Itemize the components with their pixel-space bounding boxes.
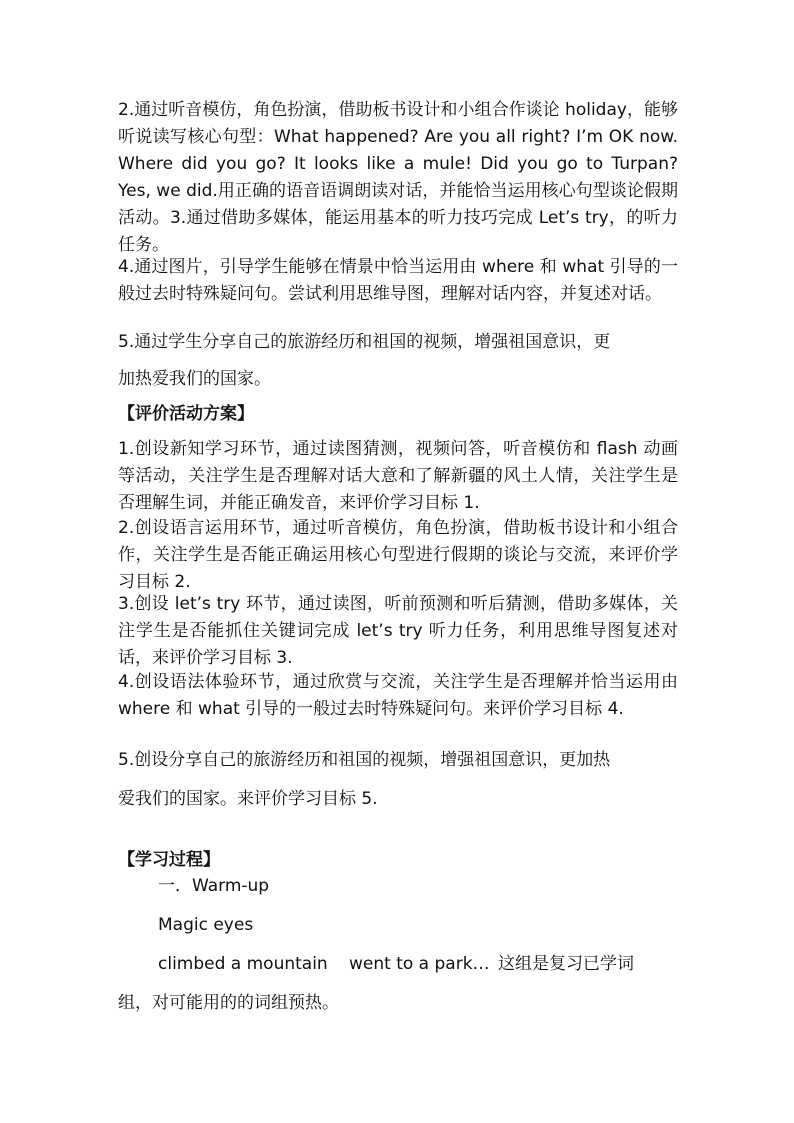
phrase-note-part1: 这组是复习已学词 [498, 954, 634, 974]
process-step-warm-up: 一．Warm-up [158, 876, 270, 896]
evaluation-item-4: 4.创设语法体验环节，通过欣赏与交流，关注学生是否理解并恰当运用由 where 和 what 引导的一般过去时特殊疑问句。来评价学习目标 4. [118, 672, 678, 719]
objective-5-line1: 5.通过学生分享自己的旅游经历和祖国的视频，增强祖国意识，更 [118, 332, 611, 352]
phrase-climbed-a-mountain: climbed a mountain [158, 954, 328, 974]
evaluation-item-5-line2: 爱我们的国家。来评价学习目标 5. [118, 789, 378, 809]
phrase-note-part2: 组，对可能用的的词组预热。 [118, 993, 339, 1013]
objective-4: 4.通过图片，引导学生能够在情景中恰当运用由 where 和 what 引导的一般过去时特殊疑问句。尝试利用思维导图，理解对话内容，并复述对话。 [118, 257, 678, 304]
evaluation-item-1: 1.创设新知学习环节，通过读图猜测，视频问答，听音模仿和 flash 动画等活动，关注学生是否理解对话大意和了解新疆的风土人情，关注学生是否理解生词，并能正确发音，来评价学习目标 1. [118, 439, 678, 513]
evaluation-item-2: 2.创设语言运用环节，通过听音模仿，角色扮演，借助板书设计和小组合作，关注学生是否能正确运用核心句型进行假期的谈论与交流，来评价学习目标 2. [118, 518, 678, 592]
objective-2: 2.通过听音模仿，角色扮演，借助板书设计和小组合作谈论 holiday，能够听说读写核心句型：What happened? Are you all right? I’m OK now. Where did you go? It looks like a mule! Did you go to Turpan? Yes, we did.用正确的语音语调朗读对话，并能恰当运用核心句型谈论假期活动。3.通过借助多媒体，能运用基本的听力技巧完成 Let’s try，的听力任务。 [118, 100, 678, 255]
process-heading: 【学习过程】 [118, 850, 220, 870]
evaluation-item-3: 3.创设 let’s try 环节，通过读图，听前预测和听后猜测，借助多媒体，关注学生是否能抓住关键词完成 let’s try 听力任务，利用思维导图复述对话，来评价学习目标 3. [118, 594, 678, 668]
phrase-went-to-a-park: went to a park… [349, 954, 490, 974]
evaluation-heading: 【评价活动方案】 [118, 404, 254, 424]
objective-5-line2: 加热爱我们的国家。 [118, 369, 271, 389]
process-activity-title: Magic eyes [158, 915, 254, 935]
evaluation-item-5-line1: 5.创设分享自己的旅游经历和祖国的视频，增强祖国意识，更加热 [118, 750, 611, 770]
